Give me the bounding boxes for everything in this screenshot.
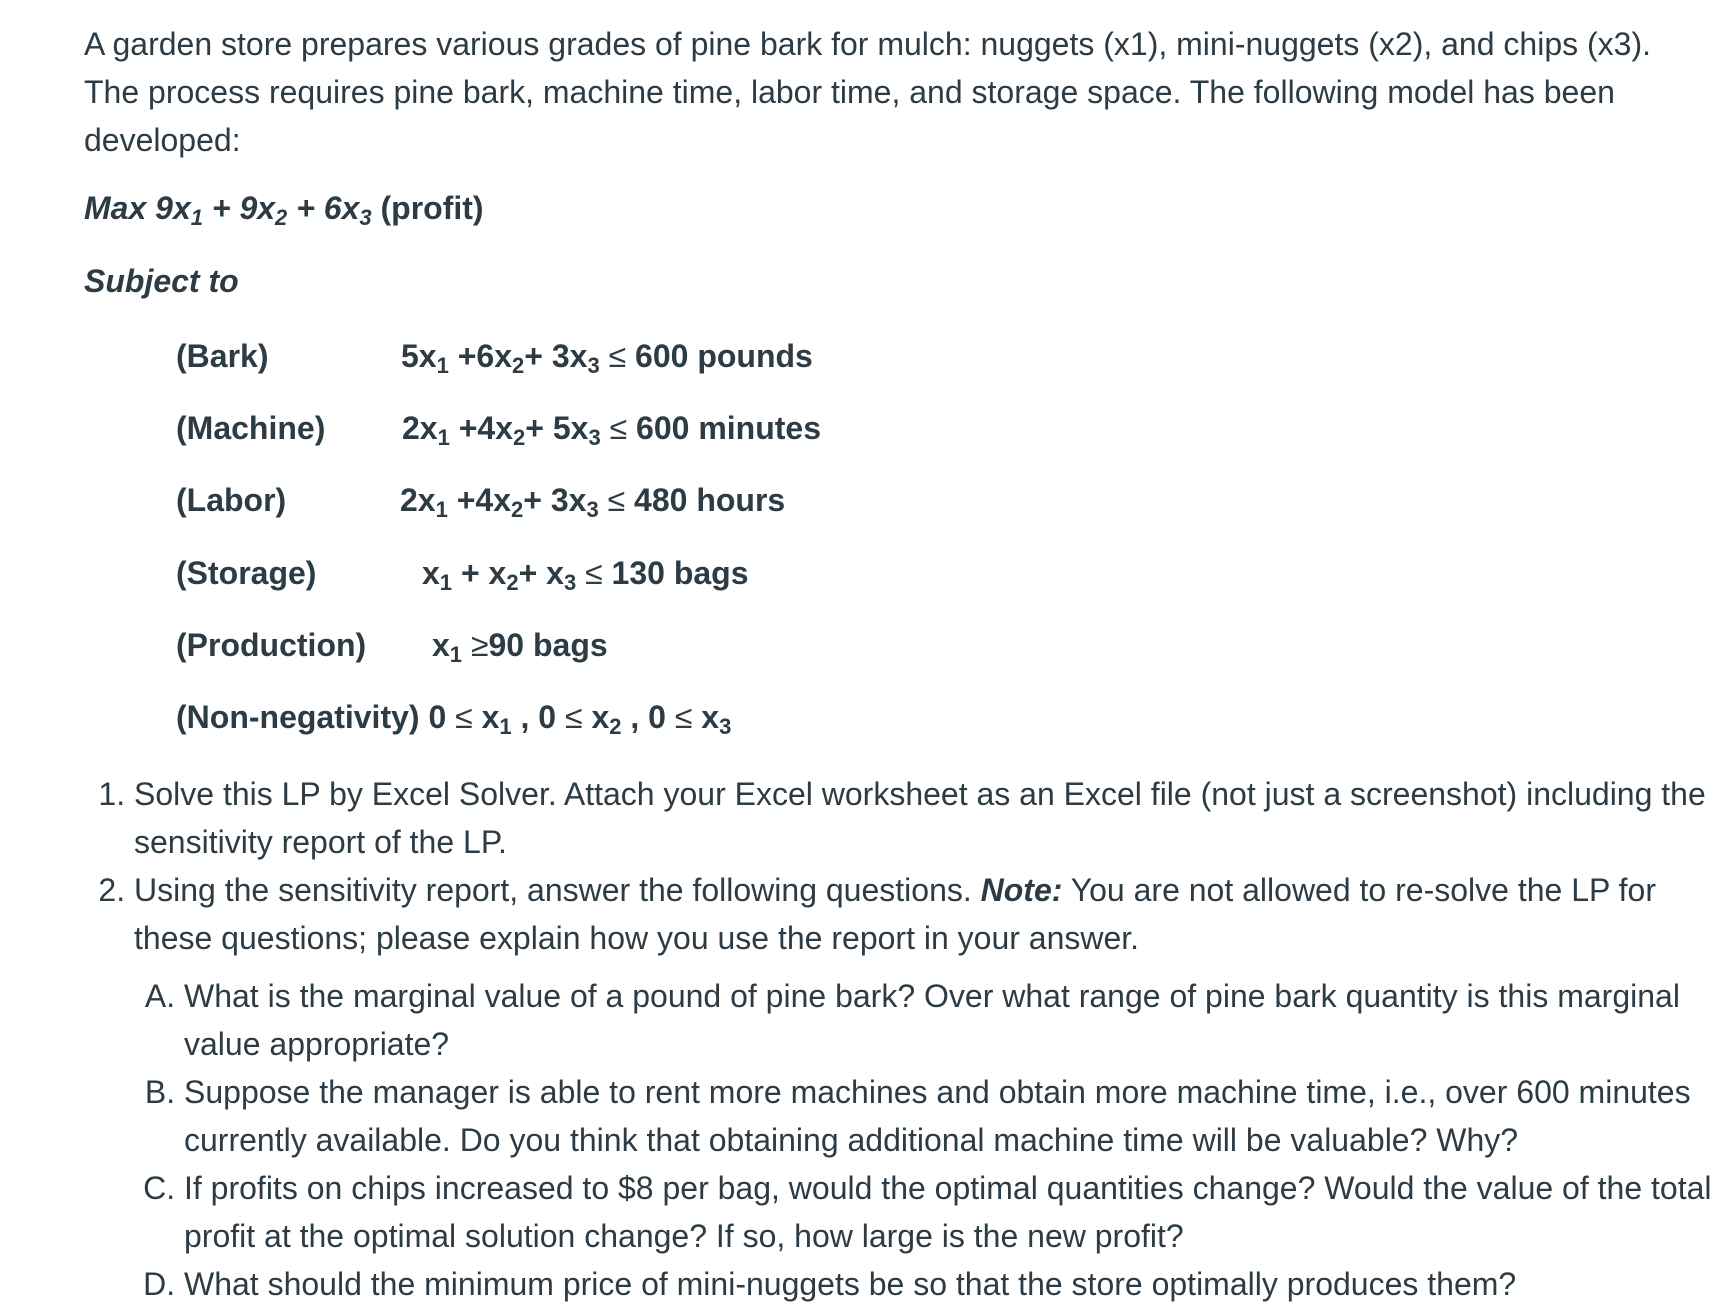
constraint-label: (Labor) — [176, 482, 287, 518]
constraint-expression: $2x_1 +4x_2+ 3x_3 \le 480$ hours — [400, 482, 786, 522]
subquestion-item: C. If profits on chips increased to $8 per bag, would the optimal quantities change? Would the value of the total profit at the optimal solution change? If so, how large is the new profit? — [184, 1164, 1734, 1260]
constraint-rhs: 480 hours — [634, 482, 786, 518]
objective-term-2: + 9x — [202, 190, 276, 226]
question-item: 2. Using the sensitivity report, answer the following questions. Note: You are not allowed to re-solve the LP for these questions; please explain how you use the report in your answer. A. What is the marginal value of a pound of pine bark? Over what range of pine bark quantity is this marginal value appropriate? B. Suppose the manager is able to rent more machines and obtain more machine time, i.e., over 600 minutes currently available. Do you think that obtaining additional machine time will be valuable? Why? C. If profits on chips increased to $8 per bag, would the optimal quantities change? Would the value of the total profit at the optimal solution change? If so, how large is the new profit? D. What should the minimum price of mini-nuggets be so that the store optimally produces them? — [134, 866, 1734, 1308]
constraint-expression: $5x_1 +6x_2+ 3x_3 \le 600$ pounds — [401, 338, 813, 378]
leq-symbol: ≤ — [608, 338, 627, 374]
question-list — [84, 770, 1734, 1308]
objective-term-1: 9x — [155, 190, 191, 226]
question-item: 1. Solve this LP by Excel Solver. Attach your Excel worksheet as an Excel file (not just a screenshot) including the sensitivity report of the LP. — [134, 770, 1734, 866]
objective-max: Max — [84, 190, 147, 226]
leq-symbol: ≤ — [609, 410, 628, 446]
geq-symbol: ≥ — [470, 627, 489, 663]
subquestion-item: B. Suppose the manager is able to rent more machines and obtain more machine time, i.e., over 600 minutes currently available. Do you think that obtaining additional machine time will be valuable? Why? — [184, 1068, 1734, 1164]
constraint-expression: $x_1 + x_2+ x_3 \le 130$ bags — [422, 555, 749, 595]
constraint-label: (Storage) — [176, 555, 317, 591]
leq-symbol: ≤ — [607, 482, 626, 518]
subquestion-list — [134, 972, 1734, 1308]
constraint-rhs: 90 bags — [488, 627, 608, 663]
objective-function: Max $9x_1 + 9x_2 + 6x_3$ (profit) — [84, 190, 484, 230]
constraint-rhs: 600 pounds — [635, 338, 813, 374]
constraint-label: (Machine) — [176, 410, 326, 446]
leq-symbol: ≤ — [585, 555, 603, 591]
constraint-label: (Production) — [176, 627, 367, 663]
note-label: Note: — [980, 872, 1063, 908]
constraint-rhs: 130 bags — [611, 555, 749, 591]
objective-term-3: + 6x — [287, 190, 360, 226]
objective-label: (profit) — [371, 190, 484, 226]
intro-paragraph: A garden store prepares various grades of pine bark for mulch: nuggets (x1), mini-nuggets (x2), and chips (x3). The process requires pine bark, machine time, labor time, and storage space. The following model has been developed: — [84, 26, 1651, 158]
constraint-label: (Bark) — [176, 338, 269, 374]
constraint-rhs: 600 minutes — [636, 410, 821, 446]
subquestion-item: D. What should the minimum price of mini-nuggets be so that the store optimally produces them? — [184, 1260, 1734, 1308]
subquestion-item: A. What is the marginal value of a pound of pine bark? Over what range of pine bark quantity is this marginal value appropriate? — [184, 972, 1734, 1068]
subject-to-heading: Subject to — [84, 263, 239, 299]
constraint-expression: $x_1 \ge 90$ bags — [432, 627, 608, 667]
nonnegativity-expression: (Non-negativity) $0 \le x_1$ , $0 \le x_2$ , $0 \le x_3$ — [176, 699, 732, 739]
constraint-expression: $2x_1 +4x_2+ 5x_3 \le 600$ minutes — [402, 410, 821, 450]
